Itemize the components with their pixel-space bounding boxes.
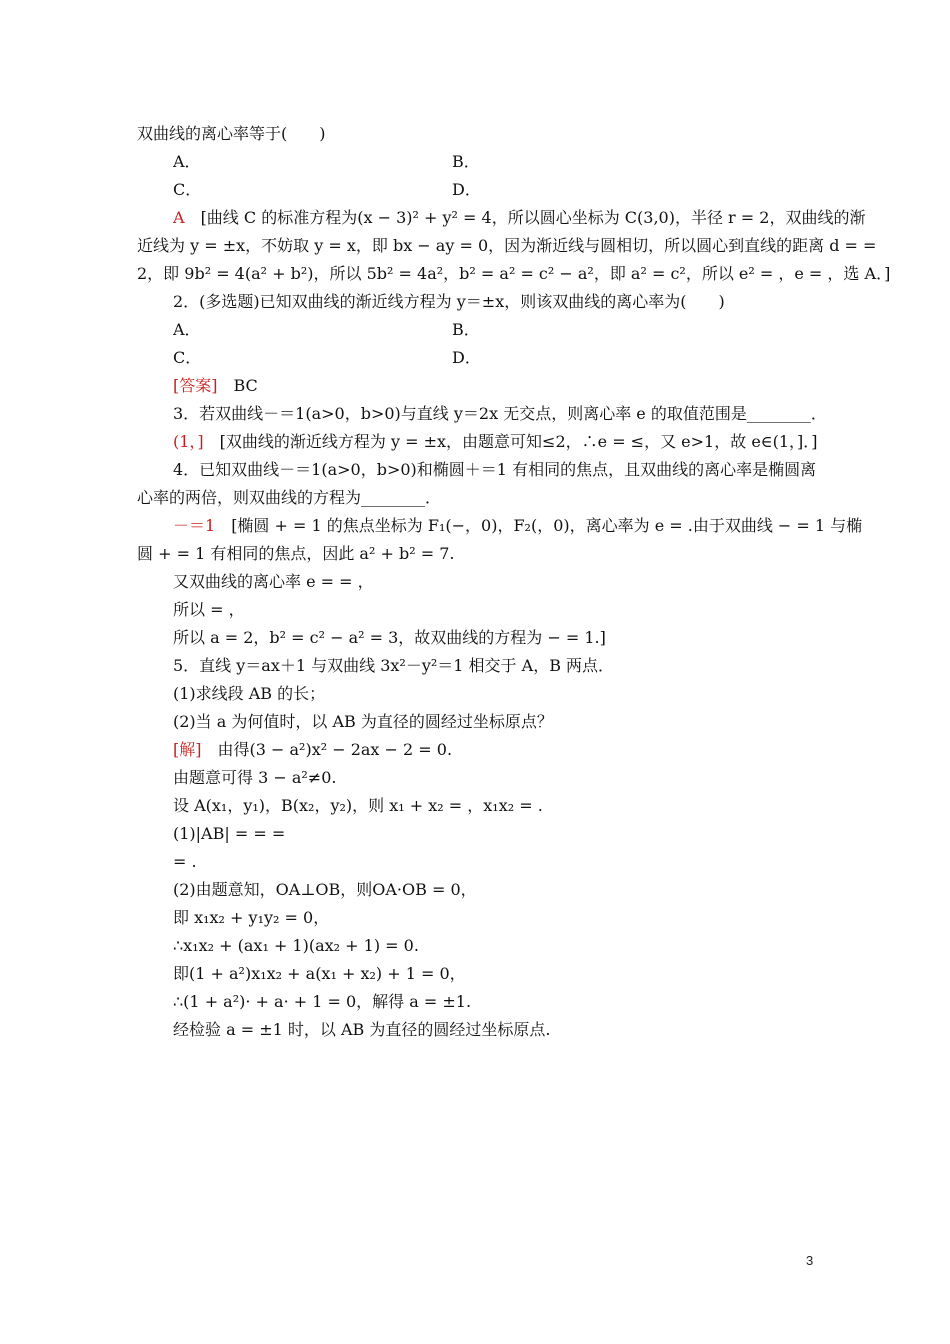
answer-label: A [173, 208, 185, 227]
text-line [173, 712, 553, 732]
text-run: 由题意可得 3 − a²≠0. [173, 768, 337, 787]
text-run: BC [217, 376, 258, 395]
text-run: A． [173, 152, 201, 171]
text-line [137, 264, 890, 284]
text-line [173, 628, 606, 648]
text-run: [双曲线的渐近线方程为 y = ±x，由题意可知≤2，∴e = ≤，又 e>1，故 e∈(1，]．] [203, 432, 818, 451]
text-line [173, 908, 329, 928]
text-line [173, 992, 471, 1012]
text-line [173, 852, 197, 872]
text-run: B． [452, 320, 480, 339]
text-line [173, 600, 245, 620]
text-run: 心率的两倍，则双曲线的方程为________． [137, 488, 442, 507]
text-line [452, 152, 480, 172]
text-line [173, 460, 816, 480]
text-run: 由得(3 − a²)x² − 2ax − 2 = 0. [201, 740, 453, 759]
text-run: C． [173, 180, 202, 199]
text-line [173, 880, 477, 900]
page-number: 3 [806, 1253, 814, 1268]
text-line [173, 684, 325, 704]
text-line [173, 404, 827, 424]
text-line [452, 320, 480, 340]
text-run: 经检验 a = ±1 时，以 AB 为直径的圆经过坐标原点. [173, 1020, 551, 1039]
text-line [137, 124, 326, 144]
text-run: 2，即 9b² = 4(a² + b²)，所以 5b² = 4a²，b² = a² = c² − a²，即 a² = c²，所以 e² = ，e = ，选 A．] [137, 264, 891, 283]
text-line [173, 824, 285, 844]
text-run: 即 x₁x₂ + y₁y₂ = 0， [173, 908, 330, 927]
text-run: 设 A(x₁，y₁)，B(x₂，y₂)，则 x₁ + x₂ = ，x₁x₂ = . [173, 796, 543, 815]
text-line [173, 376, 258, 396]
text-run: D． [452, 348, 481, 367]
text-line [173, 768, 336, 788]
text-run: ∴x₁x₂ + (ax₁ + 1)(ax₂ + 1) = 0. [173, 936, 419, 955]
text-run: 3．若双曲线－＝1(a>0，b>0)与直线 y＝2x 无交点，则离心率 e 的取值范围是________． [173, 404, 827, 423]
text-run: A． [173, 320, 201, 339]
text-line [173, 964, 466, 984]
text-run: = . [173, 852, 197, 871]
text-run: ∴(1 + a²)· + a· + 1 = 0，解得 a = ±1. [173, 992, 472, 1011]
text-run: B． [452, 152, 480, 171]
text-line [173, 180, 201, 200]
text-line [173, 208, 865, 228]
text-run: [曲线 C 的标准方程为(x − 3)² + y² = 4，所以圆心坐标为 C(3,0)，半径 r = 2，双曲线的渐 [184, 208, 866, 227]
text-line [452, 180, 481, 200]
text-run: 所以 a = 2，b² = c² − a² = 3，故双曲线的方程为 − = 1.] [173, 628, 606, 647]
text-line [173, 656, 614, 676]
text-run: 又双曲线的离心率 e = = ， [173, 572, 374, 591]
text-run: 所以 = ， [173, 600, 245, 619]
text-run: 2．(多选题)已知双曲线的渐近线方程为 y＝±x，则该双曲线的离心率为( ) [173, 292, 725, 311]
text-line [173, 320, 201, 340]
text-run: 4．已知双曲线－＝1(a>0，b>0)和椭圆＋＝1 有相同的焦点，且双曲线的离心率是椭圆离 [173, 460, 817, 479]
answer-label: [解] [173, 740, 202, 759]
text-run: C． [173, 348, 202, 367]
text-line [173, 348, 201, 368]
text-line [173, 936, 419, 956]
text-line [173, 1020, 550, 1040]
text-run: D． [452, 180, 481, 199]
text-run: 双曲线的离心率等于( ) [137, 124, 326, 143]
text-run: 圆 + = 1 有相同的焦点，因此 a² + b² = 7. [137, 544, 455, 563]
text-run: (2)当 a 为何值时，以 AB 为直径的圆经过坐标原点？ [173, 712, 553, 731]
answer-label: －＝1 [173, 516, 216, 535]
answer-label: [答案] [173, 376, 218, 395]
text-line [452, 348, 481, 368]
text-run: (1)|AB| = = = [173, 824, 286, 843]
text-line [137, 488, 441, 508]
text-line [137, 236, 876, 256]
text-line [173, 516, 862, 536]
text-run: (2)由题意知，OA⊥OB，则OA·OB = 0， [173, 880, 477, 899]
answer-label: (1，] [173, 432, 204, 451]
text-line [173, 432, 818, 452]
text-run: 即(1 + a²)x₁x₂ + a(x₁ + x₂) + 1 = 0， [173, 964, 466, 983]
text-line [173, 796, 543, 816]
text-line [173, 152, 201, 172]
text-run: 5．直线 y＝ax＋1 与双曲线 3x²－y²＝1 相交于 A，B 两点． [173, 656, 615, 675]
text-run: (1)求线段 AB 的长； [173, 684, 326, 703]
text-line [173, 572, 374, 592]
text-line [173, 292, 725, 312]
text-line [137, 544, 454, 564]
text-run: [椭圆 + = 1 的焦点坐标为 F₁(−，0)，F₂(，0)，离心率为 e = .由于双曲线 − = 1 与椭 [215, 516, 863, 535]
text-line [173, 740, 452, 760]
text-run: 近线为 y = ±x，不妨取 y = x，即 bx − ay = 0，因为渐近线与圆相切，所以圆心到直线的距离 d = = [137, 236, 877, 255]
